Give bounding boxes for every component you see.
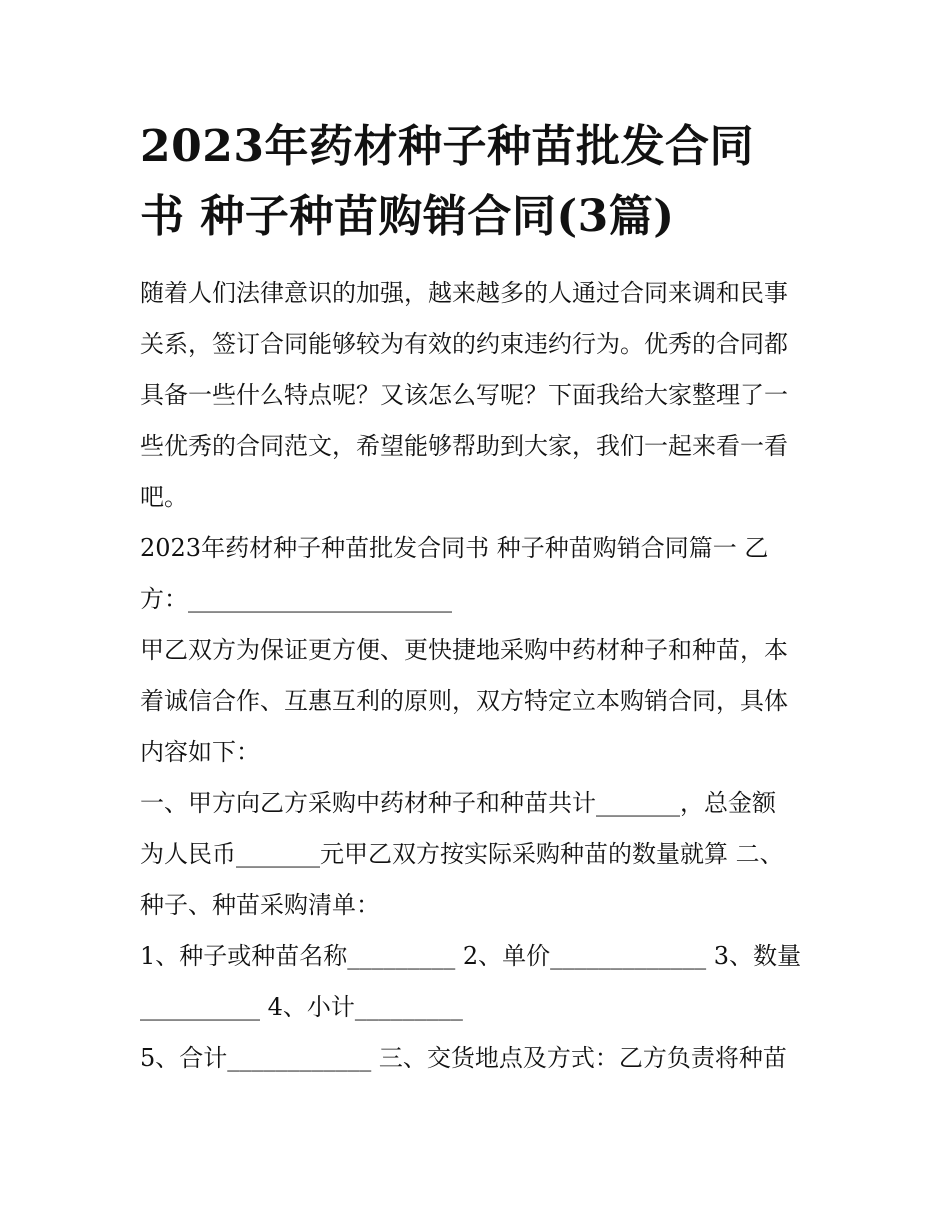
section-heading-line-2: 方：______________________ — [140, 585, 452, 613]
title-line-1: 2023年药材种子种苗批发合同 — [140, 121, 754, 172]
intro-line-5: 吧。 — [140, 483, 188, 511]
contract-line-3: 内容如下： — [140, 738, 260, 766]
intro-line-1: 随着人们法律意识的加强，越来越多的人通过合同来调和民事 — [140, 279, 788, 307]
intro-line-2: 关系，签订合同能够较为有效的约束违约行为。优秀的合同都 — [140, 330, 788, 358]
contract-line-6: 种子、种苗采购清单： — [140, 891, 380, 919]
contract-line-8: __________ 4、小计_________ — [140, 993, 463, 1021]
document-page — [140, 112, 820, 1084]
contract-line-7: 1、种子或种苗名称_________ 2、单价_____________ 3、数量 — [140, 942, 802, 970]
document-body — [140, 268, 820, 1084]
intro-line-4: 些优秀的合同范文，希望能够帮助到大家，我们一起来看一看 — [140, 432, 788, 460]
title-line-2: 书 种子种苗购销合同(3篇) — [140, 191, 675, 242]
contract-line-9: 5、合计____________ 三、交货地点及方式：乙方负责将种苗 — [140, 1044, 787, 1072]
intro-line-3: 具备一些什么特点呢？又该怎么写呢？下面我给大家整理了一 — [140, 381, 788, 409]
section-heading-line-1: 2023年药材种子种苗批发合同书 种子种苗购销合同篇一 乙 — [140, 534, 769, 562]
document-title — [140, 112, 820, 252]
contract-line-4: 一、甲方向乙方采购中药材种子和种苗共计_______，总金额 — [140, 789, 776, 817]
contract-line-1: 甲乙双方为保证更方便、更快捷地采购中药材种子和种苗，本 — [140, 636, 788, 664]
contract-line-5: 为人民币_______元甲乙双方按实际采购种苗的数量就算 二、 — [140, 840, 784, 868]
contract-line-2: 着诚信合作、互惠互利的原则，双方特定立本购销合同，具体 — [140, 687, 788, 715]
